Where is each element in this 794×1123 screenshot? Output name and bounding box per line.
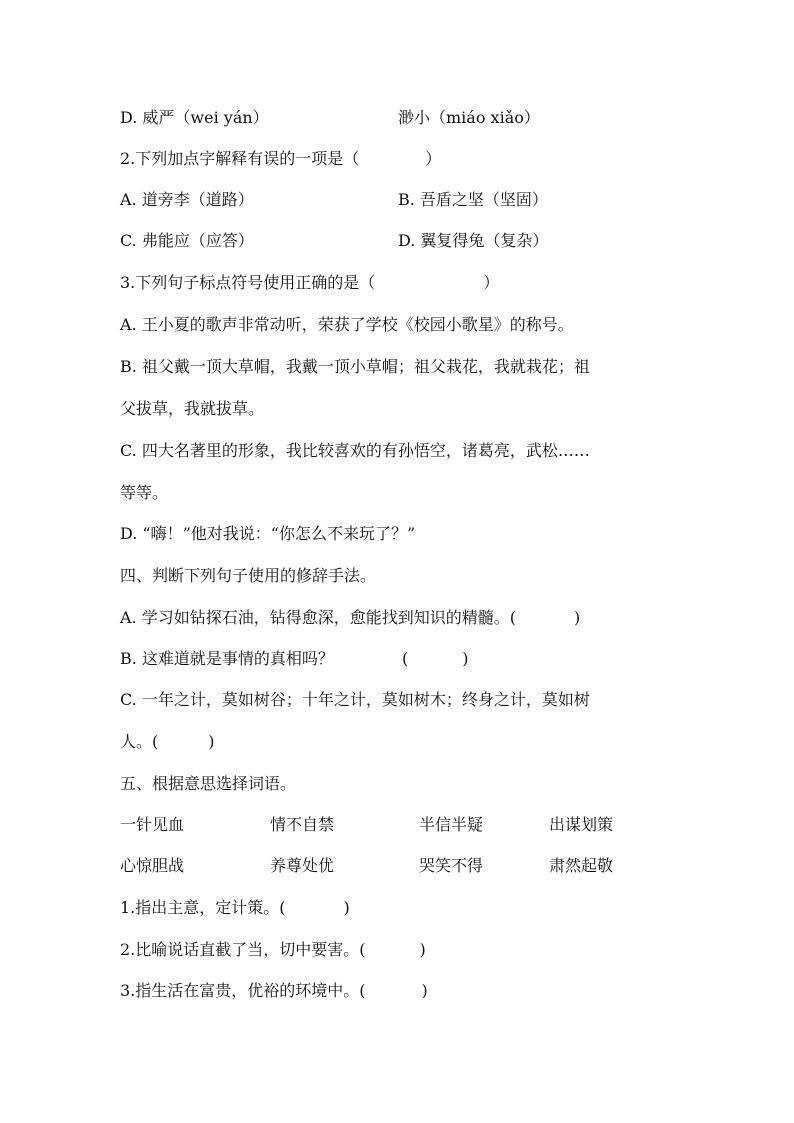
s5-question-1-close: ) [343, 898, 350, 917]
s4-item-c-text: 人。( [120, 732, 159, 751]
q3-option-d: D. “嗨！”他对我说：“你怎么不来玩了？” [120, 524, 416, 543]
q2-option-d: D. 翼复得兔（复杂） [398, 231, 549, 250]
q1-option-d-right: 渺小（miáo xiǎo） [398, 108, 540, 127]
s4-item-c-line2 [120, 732, 215, 752]
s4-item-a-close: ) [573, 608, 581, 627]
q3-option-b-line2: 父拔草，我就拔草。 [120, 399, 265, 418]
word-option: 肃然起敬 [549, 856, 614, 875]
s5-question-3-close: ) [421, 981, 428, 1000]
q1-option-d: D. 威严（wei yán） [120, 108, 269, 127]
word-option: 情不自禁 [270, 815, 335, 834]
s4-item-b-close: ) [462, 649, 469, 668]
q3-stem-text: 3.下列句子标点符号使用正确的是（ [120, 273, 376, 292]
word-option: 出谋划策 [549, 815, 614, 834]
q3-stem-close: ） [483, 273, 500, 292]
q3-option-a: A. 王小夏的歌声非常动听，荣获了学校《校园小歌星》的称号。 [120, 315, 574, 334]
q3-option-c-line2: 等等。 [120, 483, 169, 502]
s5-question-2 [120, 940, 426, 960]
word-option: 一针见血 [120, 815, 185, 834]
s4-item-b [120, 649, 468, 669]
word-option: 心惊胆战 [120, 856, 185, 875]
word-option: 养尊处优 [270, 856, 335, 875]
q2-stem-text: 2.下列加点字解释有误的一项是（ [120, 149, 360, 168]
word-option: 半信半疑 [419, 815, 484, 834]
section5-heading: 五、根据意思选择词语。 [120, 774, 297, 793]
section4-heading: 四、判断下列句子使用的修辞手法。 [120, 566, 377, 585]
q2-option-c: C. 弗能应（应答） [120, 231, 254, 250]
q2-option-b: B. 吾盾之坚（坚固） [398, 190, 548, 209]
s5-question-1-text: 1.指出主意，定计策。( [120, 898, 286, 917]
q2-stem [120, 149, 441, 169]
s5-question-2-close: ) [419, 940, 426, 959]
s4-item-b-open: ( [401, 649, 409, 668]
s5-question-2-text: 2.比喻说话直截了当，切中要害。( [120, 940, 366, 959]
q2-option-a: A. 道旁李（道路） [120, 190, 254, 209]
s4-item-c-close: ) [208, 732, 215, 751]
s4-item-a [120, 608, 580, 628]
s4-item-c-line1: C. 一年之计，莫如树谷；十年之计，莫如树木；终身之计，莫如树 [120, 690, 590, 709]
q3-stem [120, 273, 499, 293]
s4-item-b-text: B. 这难道就是事情的真相吗？ [120, 649, 334, 668]
s5-question-1 [120, 898, 350, 918]
s5-question-3-text: 3.指生活在富贵，优裕的环境中。( [120, 981, 366, 1000]
s5-question-3 [120, 981, 428, 1001]
q3-option-b-line1: B. 祖父戴一顶大草帽，我戴一顶小草帽；祖父栽花，我就栽花；祖 [120, 357, 590, 376]
q3-option-c-line1: C. 四大名著里的形象，我比较喜欢的有孙悟空，诸葛亮，武松…… [120, 441, 590, 460]
word-option: 哭笑不得 [419, 856, 484, 875]
q2-stem-close: ） [425, 149, 442, 168]
s4-item-a-text: A. 学习如钻探石油，钻得愈深，愈能找到知识的精髓。( [120, 608, 516, 627]
